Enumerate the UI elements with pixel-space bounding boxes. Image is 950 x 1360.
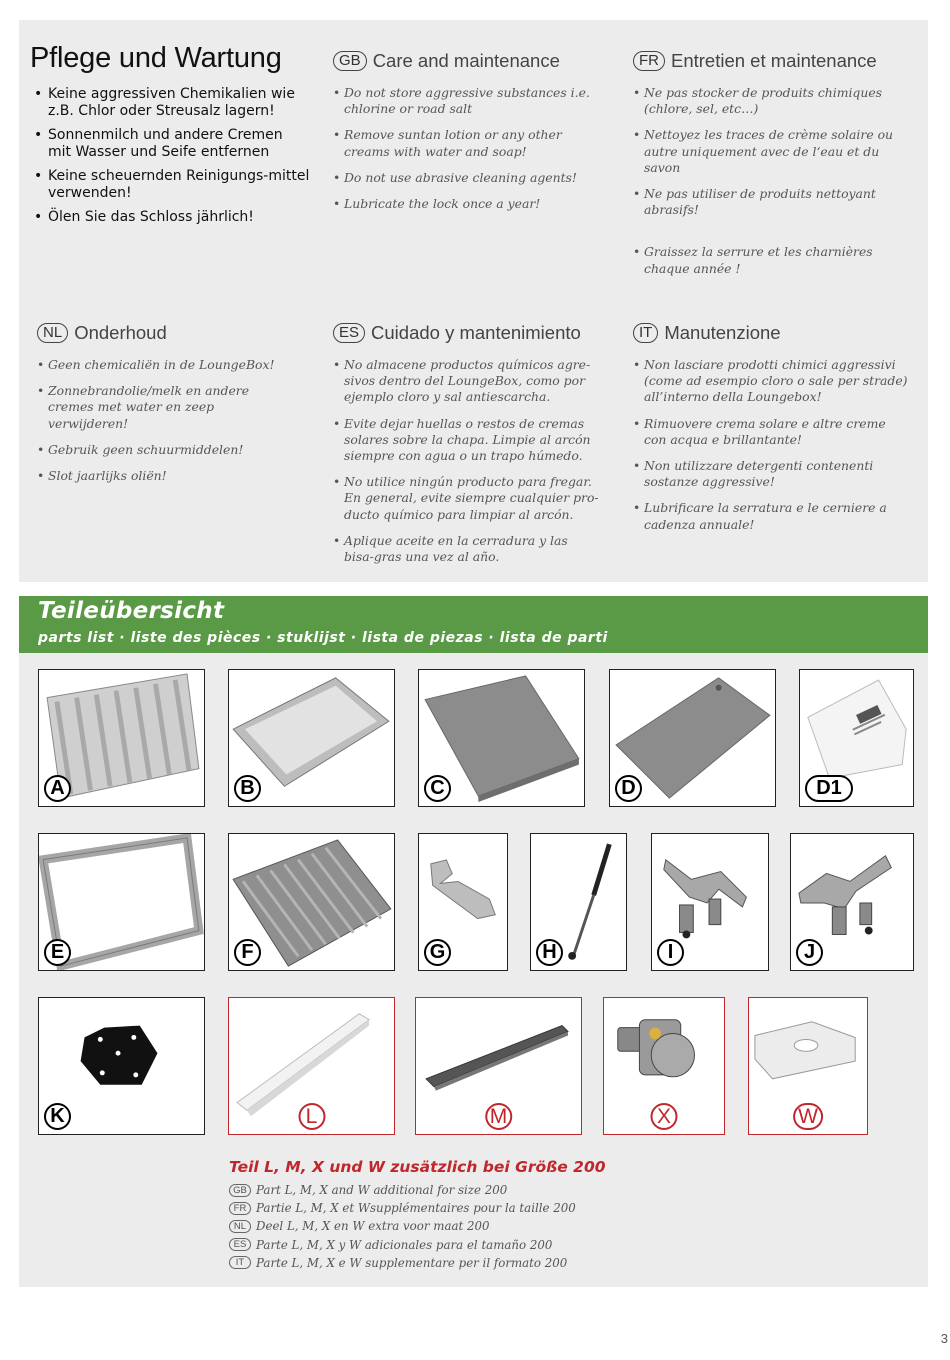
care-de-title: Pflege und Wartung bbox=[30, 42, 282, 74]
part-label-b: B bbox=[234, 775, 261, 802]
size-note-title: Teil L, M, X und W zusätzlich bei Größe 200 bbox=[229, 1158, 606, 1176]
list-item: • Ne pas stocker de produits chimiques (chlore, sel, etc…) bbox=[633, 85, 903, 117]
list-item: • Nettoyez les traces de crème solaire ou autre uniquement avec de l‘eau et du savon bbox=[633, 127, 903, 176]
list-item: • Keine scheuernden Reinigungs-mittel verwenden! bbox=[30, 168, 310, 202]
lang-badge-it: IT bbox=[633, 323, 658, 343]
list-item: • Lubricate the lock once a year! bbox=[333, 196, 598, 212]
part-k bbox=[38, 997, 205, 1135]
list-item: • Evite dejar huellas o restos de cremas solares sobre la chapa. Limpie al arcón siempre con agua o un trapo húmedo. bbox=[333, 416, 601, 465]
part-label-c: C bbox=[424, 775, 451, 802]
lang-badge-es: ES bbox=[229, 1238, 251, 1251]
care-fr-list bbox=[633, 85, 903, 277]
list-item bbox=[229, 1181, 576, 1199]
part-label-x: X bbox=[651, 1103, 678, 1130]
care-fr-header bbox=[633, 50, 903, 72]
care-nl-section bbox=[37, 322, 297, 494]
part-label-h: H bbox=[536, 939, 563, 966]
care-de-list bbox=[30, 86, 310, 226]
part-d bbox=[609, 669, 776, 807]
list-item: • No utilice ningún producto para fregar. En general, evite siempre cualquier pro-ducto químico para limpiar al arcón. bbox=[333, 474, 601, 523]
lang-badge-nl: NL bbox=[229, 1220, 251, 1233]
care-fr-section bbox=[633, 50, 903, 287]
care-it-header bbox=[633, 322, 908, 344]
care-gb-title: Care and maintenance bbox=[372, 50, 560, 71]
part-i bbox=[651, 833, 769, 971]
part-f bbox=[228, 833, 395, 971]
care-it-title: Manutenzione bbox=[664, 322, 781, 343]
note-text: Parte L, M, X y W adicionales para el tamaño 200 bbox=[256, 1237, 553, 1252]
list-item: • Non lasciare prodotti chimici aggressivi (come ad esempio cloro o sale per strade) all’interno della Loungebox! bbox=[633, 357, 908, 406]
part-b bbox=[228, 669, 395, 807]
list-item: • Slot jaarlijks oliën! bbox=[37, 468, 297, 484]
page-number: 3 bbox=[940, 1331, 948, 1346]
part-label-f: F bbox=[234, 939, 261, 966]
size-note-list bbox=[229, 1181, 576, 1272]
care-es-list bbox=[333, 357, 601, 565]
part-label-d: D bbox=[615, 775, 642, 802]
list-item: • Ne pas utiliser de produits nettoyant abrasifs! bbox=[633, 186, 903, 218]
list-item: • Non utilizzare detergenti contenenti sostanze aggressive! bbox=[633, 458, 908, 490]
care-gb-list bbox=[333, 85, 598, 212]
part-g bbox=[418, 833, 508, 971]
lang-badge-fr: FR bbox=[633, 51, 665, 71]
list-item: • Graissez la serrure et les charnières chaque année ! bbox=[633, 244, 903, 276]
part-d1 bbox=[799, 669, 914, 807]
list-item: • Rimuovere crema solare e altre creme con acqua e brillantante! bbox=[633, 416, 908, 448]
care-es-section bbox=[333, 322, 601, 575]
part-label-i: I bbox=[657, 939, 684, 966]
care-es-header bbox=[333, 322, 601, 344]
note-text: Parte L, M, X e W supplementare per il formato 200 bbox=[256, 1255, 568, 1270]
care-es-title: Cuidado y mantenimiento bbox=[371, 322, 581, 343]
list-item: • Gebruik geen schuurmiddelen! bbox=[37, 442, 297, 458]
lang-badge-gb: GB bbox=[333, 51, 367, 71]
part-label-e: E bbox=[44, 939, 71, 966]
part-c bbox=[418, 669, 585, 807]
part-a bbox=[38, 669, 205, 807]
care-de-section bbox=[30, 42, 310, 233]
list-item: • Do not store aggressive substances i.e. chlorine or road salt bbox=[333, 85, 598, 117]
list-item: • Aplique aceite en la cerradura y las bisa-gras una vez al año. bbox=[333, 533, 601, 565]
part-x bbox=[603, 997, 725, 1135]
care-nl-header bbox=[37, 322, 297, 344]
part-label-k: K bbox=[44, 1103, 71, 1130]
list-item: • Remove suntan lotion or any other creams with water and soap! bbox=[333, 127, 598, 159]
part-label-j: J bbox=[796, 939, 823, 966]
note-text: Part L, M, X and W additional for size 200 bbox=[256, 1183, 508, 1198]
lang-badge-it: IT bbox=[229, 1256, 251, 1269]
care-gb-section bbox=[333, 50, 598, 222]
note-text: Partie L, M, X et Wsupplémentaires pour la taille 200 bbox=[256, 1201, 576, 1216]
part-label-w: W bbox=[793, 1103, 823, 1130]
care-nl-title: Onderhoud bbox=[74, 322, 167, 343]
list-item bbox=[229, 1254, 576, 1272]
lang-badge-fr: FR bbox=[229, 1202, 251, 1215]
part-label-g: G bbox=[424, 939, 451, 966]
list-item: • Do not use abrasive cleaning agents! bbox=[333, 170, 598, 186]
part-e bbox=[38, 833, 205, 971]
list-item: • Keine aggressiven Chemikalien wie z.B. Chlor oder Streusalz lagern! bbox=[30, 86, 310, 120]
lang-badge-nl: NL bbox=[37, 323, 68, 343]
lang-badge-gb: GB bbox=[229, 1184, 251, 1197]
care-it-section bbox=[633, 322, 908, 543]
part-m bbox=[415, 997, 582, 1135]
part-label-l: L bbox=[298, 1103, 325, 1130]
lang-badge-es: ES bbox=[333, 323, 365, 343]
list-item: • Ölen Sie das Schloss jährlich! bbox=[30, 209, 310, 226]
parts-title: Teileübersicht bbox=[38, 598, 225, 624]
part-label-m: M bbox=[485, 1103, 513, 1130]
part-h bbox=[530, 833, 627, 971]
care-it-list bbox=[633, 357, 908, 533]
list-item: • Lubrificare la serratura e le cerniere a cadenza annuale! bbox=[633, 500, 908, 532]
list-item bbox=[229, 1236, 576, 1254]
care-nl-list bbox=[37, 357, 297, 484]
list-item: • No almacene productos químicos agre-sivos dentro del LoungeBox, como por ejemplo cloro y sal antiescarcha. bbox=[333, 357, 601, 406]
care-gb-header bbox=[333, 50, 598, 72]
list-item bbox=[229, 1217, 576, 1235]
parts-banner bbox=[19, 596, 928, 653]
part-j bbox=[790, 833, 914, 971]
list-item: • Geen chemicaliën in de LoungeBox! bbox=[37, 357, 297, 373]
part-label-d1: D1 bbox=[805, 775, 853, 802]
care-panel bbox=[19, 20, 928, 582]
list-item bbox=[229, 1199, 576, 1217]
care-fr-title: Entretien et maintenance bbox=[671, 50, 877, 71]
parts-subtitle: parts list · liste des pièces · stuklijst · lista de piezas · lista de parti bbox=[38, 630, 608, 646]
note-text: Deel L, M, X en W extra voor maat 200 bbox=[256, 1219, 490, 1234]
part-w bbox=[748, 997, 868, 1135]
part-l bbox=[228, 997, 395, 1135]
part-label-a: A bbox=[44, 775, 71, 802]
list-item: • Sonnenmilch und andere Cremen mit Wasser und Seife entfernen bbox=[30, 127, 310, 161]
list-item: • Zonnebrandolie/melk en andere cremes met water en zeep verwijderen! bbox=[37, 383, 297, 432]
